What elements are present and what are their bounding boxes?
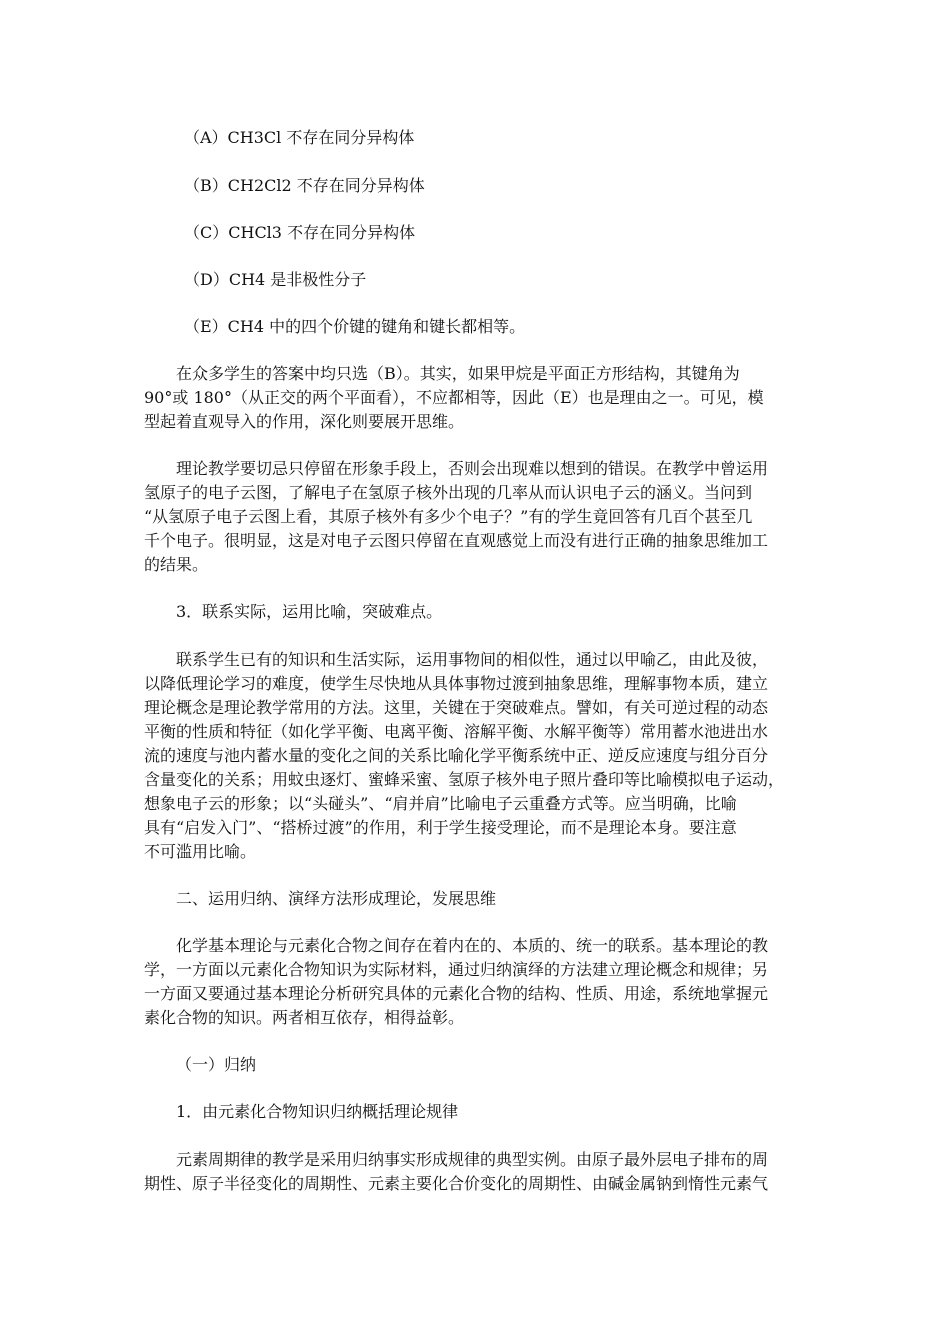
option-e: （E）CH4 中的四个价键的键角和键长都相等。: [184, 317, 526, 336]
option-a: （A）CH3Cl 不存在同分异构体: [184, 128, 415, 147]
paragraph-line: 平衡的性质和特征（如化学平衡、电离平衡、溶解平衡、水解平衡等）常用蓄水池进出水: [144, 722, 769, 741]
paragraph-line: 流的速度与池内蓄水量的变化之间的关系比喻化学平衡系统中正、逆反应速度与组分百分: [144, 746, 769, 765]
paragraph-line: 含量变化的关系；用蚊虫逐灯、蜜蜂采蜜、氢原子核外电子照片叠印等比喻模拟电子运动，: [144, 770, 785, 789]
paragraph-line: 在众多学生的答案中均只选（B）。其实，如果甲烷是平面正方形结构，其键角为: [176, 364, 740, 383]
paragraph-line: 元素周期律的教学是采用归纳事实形成规律的典型实例。由原子最外层电子排布的周: [176, 1150, 769, 1169]
paragraph-line: 联系学生已有的知识和生活实际，运用事物间的相似性，通过以甲喻乙，由此及彼，: [176, 650, 769, 669]
paragraph-line: 90°或 180°（从正交的两个平面看），不应都相等，因此（E）也是理由之一。可见，模: [144, 388, 764, 407]
paragraph-line: 理论教学要切忌只停留在形象手段上，否则会出现难以想到的错误。在教学中曾运用: [176, 459, 769, 478]
section-heading: 二、运用归纳、演绎方法形成理论，发展思维: [176, 889, 497, 908]
paragraph-line: “从氢原子电子云图上看，其原子核外有多少个电子？”有的学生竟回答有几百个甚至几: [144, 507, 753, 526]
option-b: （B）CH2Cl2 不存在同分异构体: [184, 176, 425, 195]
section-heading: 3．联系实际，运用比喻，突破难点。: [176, 602, 443, 621]
option-d: （D）CH4 是非极性分子: [184, 270, 367, 289]
paragraph-line: 具有“启发入门”、“搭桥过渡”的作用，利于学生接受理论，而不是理论本身。要注意: [144, 818, 737, 837]
paragraph-line: 理论概念是理论教学常用的方法。这里，关键在于突破难点。譬如，有关可逆过程的动态: [144, 698, 769, 717]
paragraph-line: 期性、原子半径变化的周期性、元素主要化合价变化的周期性、由碱金属钠到惰性元素气: [144, 1174, 769, 1193]
paragraph-line: 化学基本理论与元素化合物之间存在着内在的、本质的、统一的联系。基本理论的教: [176, 936, 769, 955]
paragraph-line: 想象电子云的形象；以“头碰头”、“肩并肩”比喻电子云重叠方式等。应当明确，比喻: [144, 794, 737, 813]
paragraph-line: 一方面又要通过基本理论分析研究具体的元素化合物的结构、性质、用途，系统地掌握元: [144, 984, 769, 1003]
paragraph-line: 的结果。: [144, 555, 209, 574]
paragraph-line: 氢原子的电子云图，了解电子在氢原子核外出现的几率从而认识电子云的涵义。当问到: [144, 483, 753, 502]
paragraph-line: 学，一方面以元素化合物知识为实际材料，通过归纳演绎的方法建立理论概念和规律；另: [144, 960, 769, 979]
paragraph-line: 千个电子。很明显，这是对电子云图只停留在直观感觉上而没有进行正确的抽象思维加工: [144, 531, 769, 550]
subsection-heading: 1．由元素化合物知识归纳概括理论规律: [176, 1102, 459, 1121]
paragraph-line: 素化合物的知识。两者相互依存，相得益彰。: [144, 1008, 465, 1027]
option-c: （C）CHCl3 不存在同分异构体: [184, 223, 416, 242]
paragraph-line: 不可滥用比喻。: [144, 842, 257, 861]
paragraph-line: 型起着直观导入的作用，深化则要展开思维。: [144, 412, 465, 431]
subsection-heading: （一）归纳: [176, 1055, 257, 1074]
paragraph-line: 以降低理论学习的难度，使学生尽快地从具体事物过渡到抽象思维，理解事物本质，建立: [144, 674, 769, 693]
